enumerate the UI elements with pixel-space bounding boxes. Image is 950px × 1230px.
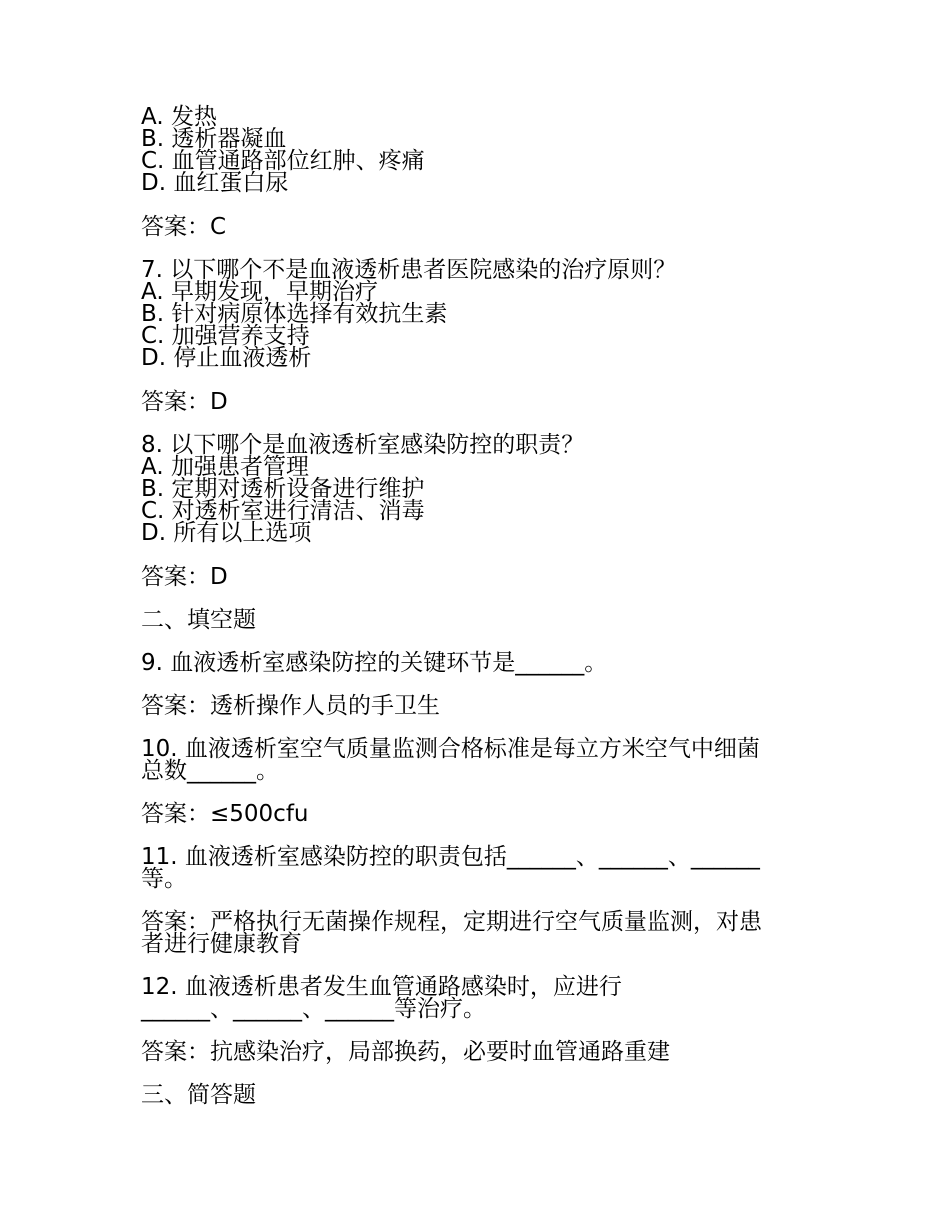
q7-answer: 答案：D <box>141 389 228 415</box>
q10-question-line-2: 总数______。 <box>141 758 279 784</box>
q8-option-d: D. 所有以上选项 <box>141 520 312 546</box>
q10-answer: 答案：≤500cfu <box>141 801 309 827</box>
q12-question-line-1: 12. 血液透析患者发生血管通路感染时，应进行 <box>141 974 622 1000</box>
q11-question-line-1: 11. 血液透析室感染防控的职责包括______、______、______ <box>141 844 760 870</box>
q6-options <box>141 106 831 194</box>
q8-option-c: C. 对透析室进行清洁、消毒 <box>141 498 425 524</box>
q8-answer: 答案：D <box>141 564 228 590</box>
q11-answer <box>141 911 831 955</box>
q7-option-c: C. 加强营养支持 <box>141 323 310 349</box>
q11-answer-line-2: 者进行健康教育 <box>141 931 302 957</box>
section-heading-fill-in: 二、填空题 <box>141 607 256 633</box>
q7-option-d: D. 停止血液透析 <box>141 345 312 371</box>
q7-question: 7. 以下哪个不是血液透析患者医院感染的治疗原则？ <box>141 257 677 283</box>
q6-option-c: C. 血管通路部位红肿、疼痛 <box>141 148 425 174</box>
q12-answer: 答案：抗感染治疗，局部换药，必要时血管通路重建 <box>141 1039 670 1065</box>
q8-block <box>141 434 831 544</box>
q7-option-b: B. 针对病原体选择有效抗生素 <box>141 301 448 327</box>
q6-answer: 答案：C <box>141 214 227 240</box>
q11-question-line-2: 等。 <box>141 866 187 892</box>
q12-question <box>141 976 831 1020</box>
q9-answer: 答案：透析操作人员的手卫生 <box>141 693 440 719</box>
document-page <box>141 106 831 1106</box>
q6-option-d: D. 血红蛋白尿 <box>141 170 289 196</box>
q10-question <box>141 738 831 782</box>
q11-question <box>141 846 831 890</box>
q7-block <box>141 259 831 369</box>
q10-question-line-1: 10. 血液透析室空气质量监测合格标准是每立方米空气中细菌 <box>141 736 760 762</box>
q6-option-a: A. 发热 <box>141 104 217 130</box>
q8-question: 8. 以下哪个是血液透析室感染防控的职责？ <box>141 432 585 458</box>
q7-option-a: A. 早期发现，早期治疗 <box>141 279 378 305</box>
q8-option-a: A. 加强患者管理 <box>141 454 309 480</box>
q12-question-line-2: ______、______、______等治疗。 <box>141 996 486 1022</box>
q11-answer-line-1: 答案：严格执行无菌操作规程，定期进行空气质量监测，对患 <box>141 909 762 935</box>
section-heading-short-answer: 三、简答题 <box>141 1082 256 1108</box>
q9-question: 9. 血液透析室感染防控的关键环节是______。 <box>141 650 608 676</box>
q6-option-b: B. 透析器凝血 <box>141 126 287 152</box>
q8-option-b: B. 定期对透析设备进行维护 <box>141 476 425 502</box>
